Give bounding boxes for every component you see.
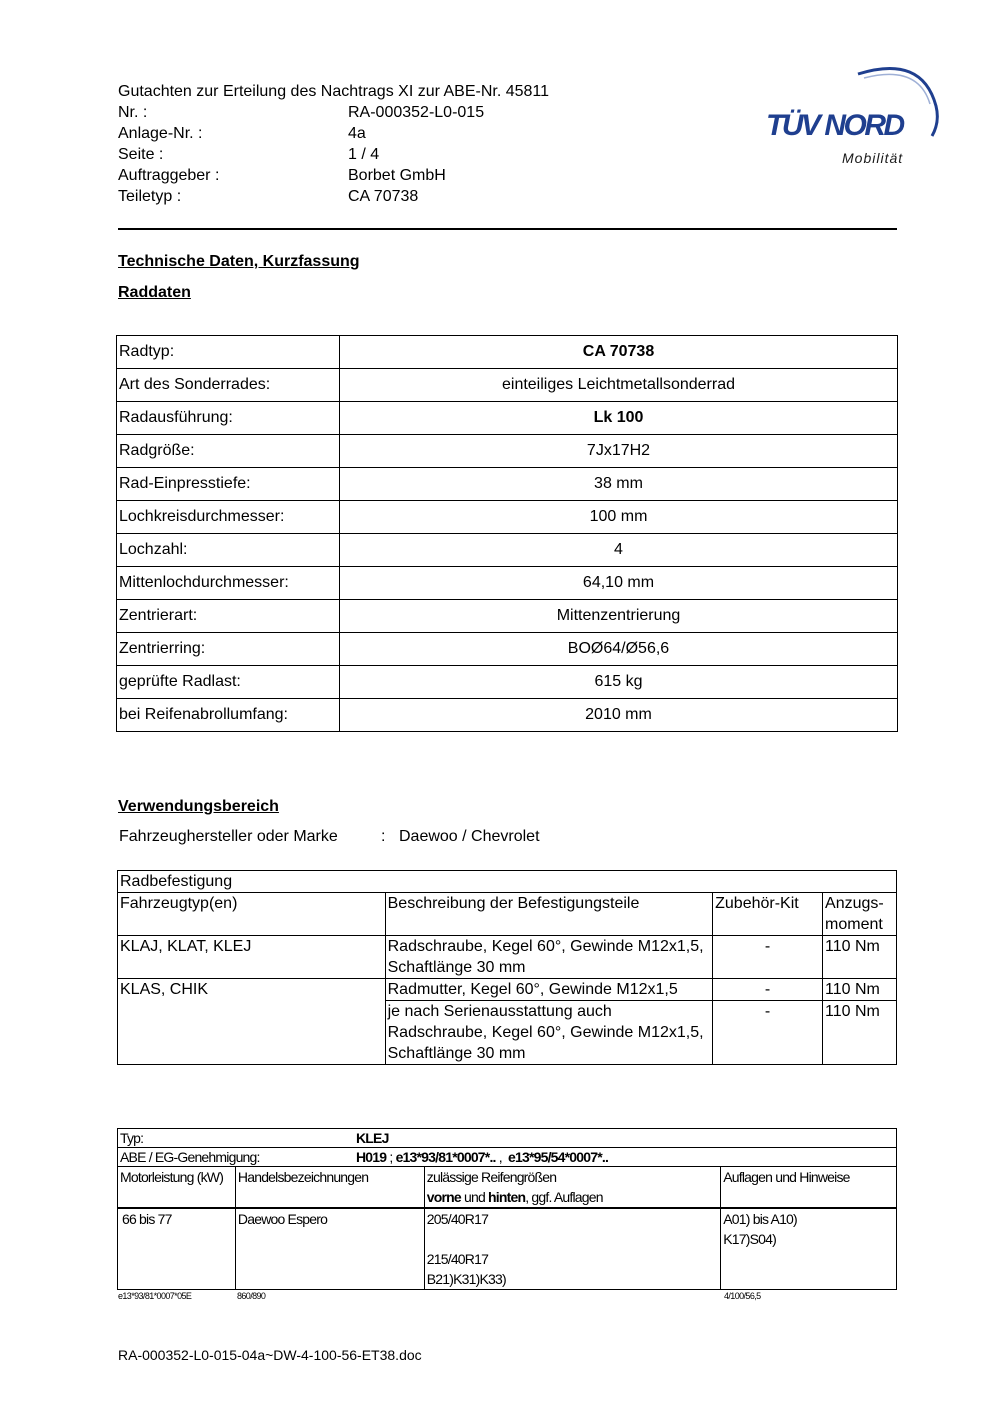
raddaten-value: 7Jx17H2 (340, 435, 898, 468)
raddaten-label: Lochzahl: (117, 534, 340, 567)
column-header: Motorleistung (kW) (118, 1167, 236, 1209)
table-row (118, 936, 897, 979)
raddaten-value: Lk 100 (340, 402, 898, 435)
beschreibung-cell: Radschraube, Kegel 60°, Gewinde M12x1,5, Schaftlänge 30 mm (385, 936, 713, 979)
column-header: Beschreibung der Befestigungsteile (385, 893, 713, 936)
typ-footer-code: 860/890 (237, 1291, 266, 1301)
raddaten-label: Rad-Einpresstiefe: (117, 468, 340, 501)
table-row (117, 699, 898, 732)
zubehoer-cell: - (713, 1001, 823, 1065)
befestigung-table (117, 870, 897, 1065)
header-field-seite (118, 144, 678, 165)
section-subtitle-raddaten: Raddaten (118, 284, 191, 301)
reifen-hinten: hinten (488, 1189, 526, 1205)
table-row (118, 1208, 897, 1290)
header-field-auftraggeber (118, 165, 678, 186)
table-row (118, 871, 897, 893)
abe-separator: ; (386, 1149, 396, 1165)
raddaten-label: Radausführung: (117, 402, 340, 435)
raddaten-value: einteiliges Leichtmetallsonderrad (340, 369, 898, 402)
reifen-cell (424, 1208, 720, 1290)
raddaten-value: Mittenzentrierung (340, 600, 898, 633)
hersteller-label: Fahrzeughersteller oder Marke (119, 828, 338, 845)
abe-separator: , (495, 1149, 508, 1165)
typ-footer-ref: e13*93/81*0007*05E (118, 1291, 192, 1301)
reifen-header-line2 (427, 1187, 718, 1207)
raddaten-label: Mittenlochdurchmesser: (117, 567, 340, 600)
reifen-vorne: vorne (426, 1189, 461, 1205)
raddaten-label: Art des Sonderrades: (117, 369, 340, 402)
reifen-header-line: zulässige Reifengrößen (426, 1169, 557, 1185)
column-header: Anzugs-moment (823, 893, 897, 936)
section-title: Technische Daten, Kurzfassung (118, 253, 360, 270)
reifen-auflagen: B21)K31)K33) (426, 1271, 506, 1287)
abe-cell (118, 1148, 897, 1167)
logo-sub-text: Mobilität (842, 150, 904, 166)
auflagen-cell (721, 1208, 897, 1290)
table-row (117, 501, 898, 534)
handelsbezeichnung-cell: Daewoo Espero (235, 1208, 424, 1290)
table-row (118, 1148, 897, 1167)
page-footer-filename: RA-000352-L0-015-04a~DW-4-100-56-ET38.doc (118, 1347, 422, 1363)
table-row (117, 435, 898, 468)
column-header: Handelsbezeichnungen (235, 1167, 424, 1209)
header-label: Auftraggeber : (118, 167, 220, 184)
beschreibung-cell: je nach Serienausstattung auch Radschraube, Kegel 60°, Gewinde M12x1,5, Schaftlänge 30 mm (385, 1001, 713, 1065)
reifen-rest: , ggf. Auflagen (525, 1189, 603, 1205)
beschreibung-cell: Radmutter, Kegel 60°, Gewinde M12x1,5 (385, 979, 713, 1001)
column-header (424, 1167, 720, 1209)
auflagen-line: K17)S04) (723, 1231, 776, 1247)
abe-label: ABE / EG-Genehmigung: (120, 1149, 260, 1165)
header-field-anlage (118, 123, 678, 144)
logo-brand-text: TÜV NORD (766, 109, 903, 142)
header-label: Anlage-Nr. : (118, 125, 203, 142)
fahrzeugtyp-cell: KLAS, CHIK (118, 979, 386, 1065)
auflagen-line: A01) bis A10) (723, 1211, 797, 1227)
raddaten-value: 38 mm (340, 468, 898, 501)
befestigung-title: Radbefestigung (118, 871, 897, 893)
table-row (117, 567, 898, 600)
raddaten-value: 4 (340, 534, 898, 567)
table-row (117, 468, 898, 501)
section-title-verwendung: Verwendungsbereich (118, 798, 279, 815)
typ-value: KLEJ (356, 1130, 389, 1146)
header-field-teiletyp (118, 186, 678, 207)
header-value: Borbet GmbH (348, 167, 446, 184)
typ-label: Typ: (120, 1130, 144, 1146)
reifen-und: und (460, 1189, 489, 1205)
hersteller-line (119, 828, 540, 846)
table-row (117, 633, 898, 666)
raddaten-value: 2010 mm (340, 699, 898, 732)
hersteller-value: Daewoo / Chevrolet (399, 828, 540, 845)
header-value: 4a (348, 125, 366, 142)
typ-footer-lk: 4/100/56,5 (724, 1291, 761, 1301)
raddaten-label: Radtyp: (117, 336, 340, 369)
column-header: Auflagen und Hinweise (721, 1167, 897, 1209)
raddaten-value: 64,10 mm (340, 567, 898, 600)
table-row (117, 336, 898, 369)
column-header: Fahrzeugtyp(en) (118, 893, 386, 936)
raddaten-label: Zentrierart: (117, 600, 340, 633)
header-field-nr (118, 102, 678, 123)
raddaten-label: geprüfte Radlast: (117, 666, 340, 699)
table-row (117, 600, 898, 633)
abe-h-number: H019 (356, 1149, 387, 1165)
table-header-row (118, 893, 897, 936)
reifen-size: 205/40R17 (426, 1211, 489, 1227)
header-label: Teiletyp : (118, 188, 182, 205)
raddaten-label: bei Reifenabrollumfang: (117, 699, 340, 732)
fahrzeugtyp-cell: KLAJ, KLAT, KLEJ (118, 936, 386, 979)
raddaten-table (116, 335, 898, 732)
zubehoer-cell: - (713, 979, 823, 1001)
anzugsmoment-cell: 110 Nm (823, 936, 897, 979)
header-value: RA-000352-L0-015 (348, 104, 485, 121)
tuv-nord-logo (760, 58, 945, 173)
document-title: Gutachten zur Erteilung des Nachtrags XI zur ABE-Nr. 45811 (118, 83, 550, 100)
typ-cell (118, 1129, 897, 1148)
raddaten-value: 100 mm (340, 501, 898, 534)
raddaten-label: Lochkreisdurchmesser: (117, 501, 340, 534)
document-header (118, 81, 678, 207)
header-value: 1 / 4 (348, 146, 380, 163)
raddaten-label: Zentrierring: (117, 633, 340, 666)
typ-table (117, 1128, 897, 1290)
reifen-size: 215/40R17 (426, 1251, 489, 1267)
table-row (118, 1129, 897, 1148)
table-row (117, 402, 898, 435)
hersteller-separator: : (381, 828, 386, 845)
abe-eg-number: e13*95/54*0007*.. (507, 1149, 609, 1165)
header-value: CA 70738 (348, 188, 419, 205)
raddaten-value: CA 70738 (340, 336, 898, 369)
table-row (117, 666, 898, 699)
table-row (117, 534, 898, 567)
abe-eg-number: e13*93/81*0007*.. (395, 1149, 496, 1165)
zubehoer-cell: - (713, 936, 823, 979)
table-row (117, 369, 898, 402)
header-label: Seite : (118, 146, 164, 163)
header-label: Nr. : (118, 104, 148, 121)
raddaten-value: BOØ64/Ø56,6 (340, 633, 898, 666)
table-header-row (118, 1167, 897, 1209)
motorleistung-cell: 66 bis 77 (118, 1208, 236, 1290)
raddaten-label: Radgröße: (117, 435, 340, 468)
header-divider (118, 228, 897, 230)
anzugsmoment-cell: 110 Nm (823, 1001, 897, 1065)
raddaten-value: 615 kg (340, 666, 898, 699)
anzugsmoment-cell: 110 Nm (823, 979, 897, 1001)
table-row (118, 979, 897, 1001)
column-header: Zubehör-Kit (713, 893, 823, 936)
